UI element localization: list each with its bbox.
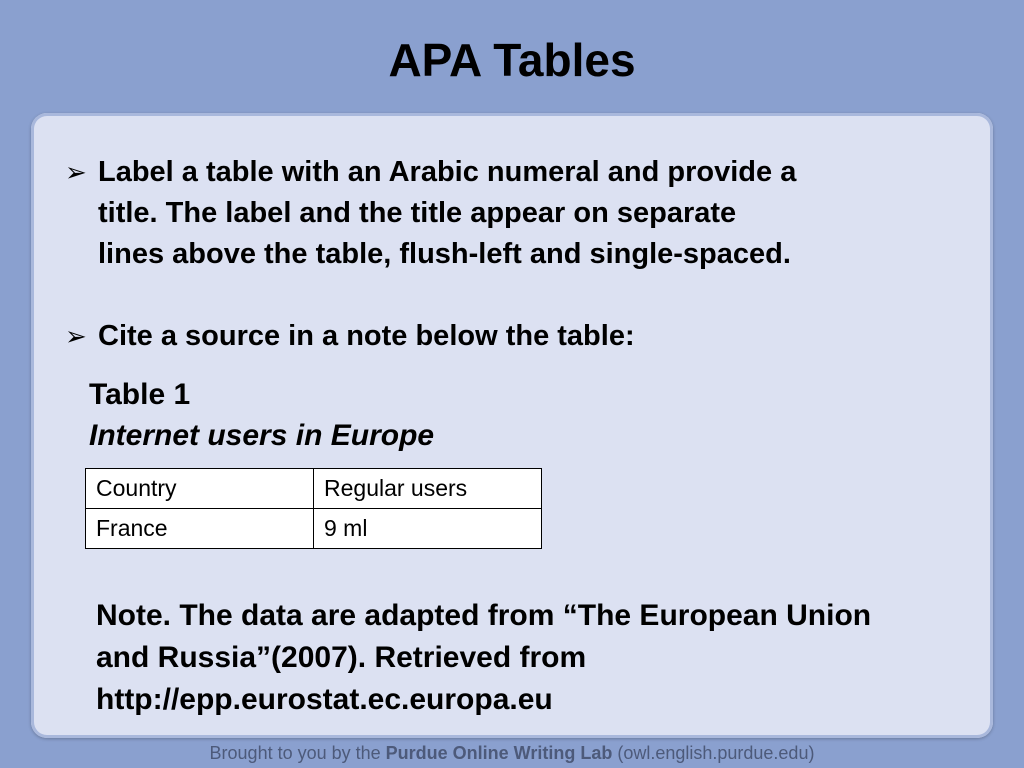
footer-prefix: Brought to you by the: [209, 743, 386, 763]
note-line: Note. The data are adapted from “The European Union: [96, 599, 872, 632]
table-cell: 9 ml: [314, 509, 542, 549]
note-line: and Russia”(2007). Retrieved from: [96, 641, 587, 674]
table-cell: Regular users: [314, 469, 542, 509]
table-label: Table 1: [89, 378, 191, 411]
arrow-bullet-icon: ➢: [65, 157, 87, 187]
slide-title: APA Tables: [388, 34, 636, 86]
footer-suffix: (owl.english.purdue.edu): [612, 743, 815, 763]
note-line: http://epp.eurostat.ec.europa.eu: [96, 683, 553, 716]
table-cell: Country: [86, 469, 314, 509]
bullet-item: [65, 316, 635, 357]
table-note: [96, 595, 996, 721]
footer-credit: [0, 741, 1024, 765]
table-row: [86, 509, 542, 549]
table-title: Internet users in Europe: [89, 419, 435, 452]
example-table: [85, 468, 542, 549]
table-row: [86, 469, 542, 509]
arrow-bullet-icon: ➢: [65, 321, 87, 351]
table-cell: France: [86, 509, 314, 549]
footer-lab-name: Purdue Online Writing Lab: [385, 743, 613, 763]
bullet-item: [65, 152, 797, 270]
bullet-text: Cite a source in a note below the table:: [98, 320, 635, 352]
bullet-text: Label a table with an Arabic numeral and provide a title. The label and the title appear on separate lines above the table, flush-left and single-spaced.: [98, 156, 797, 270]
